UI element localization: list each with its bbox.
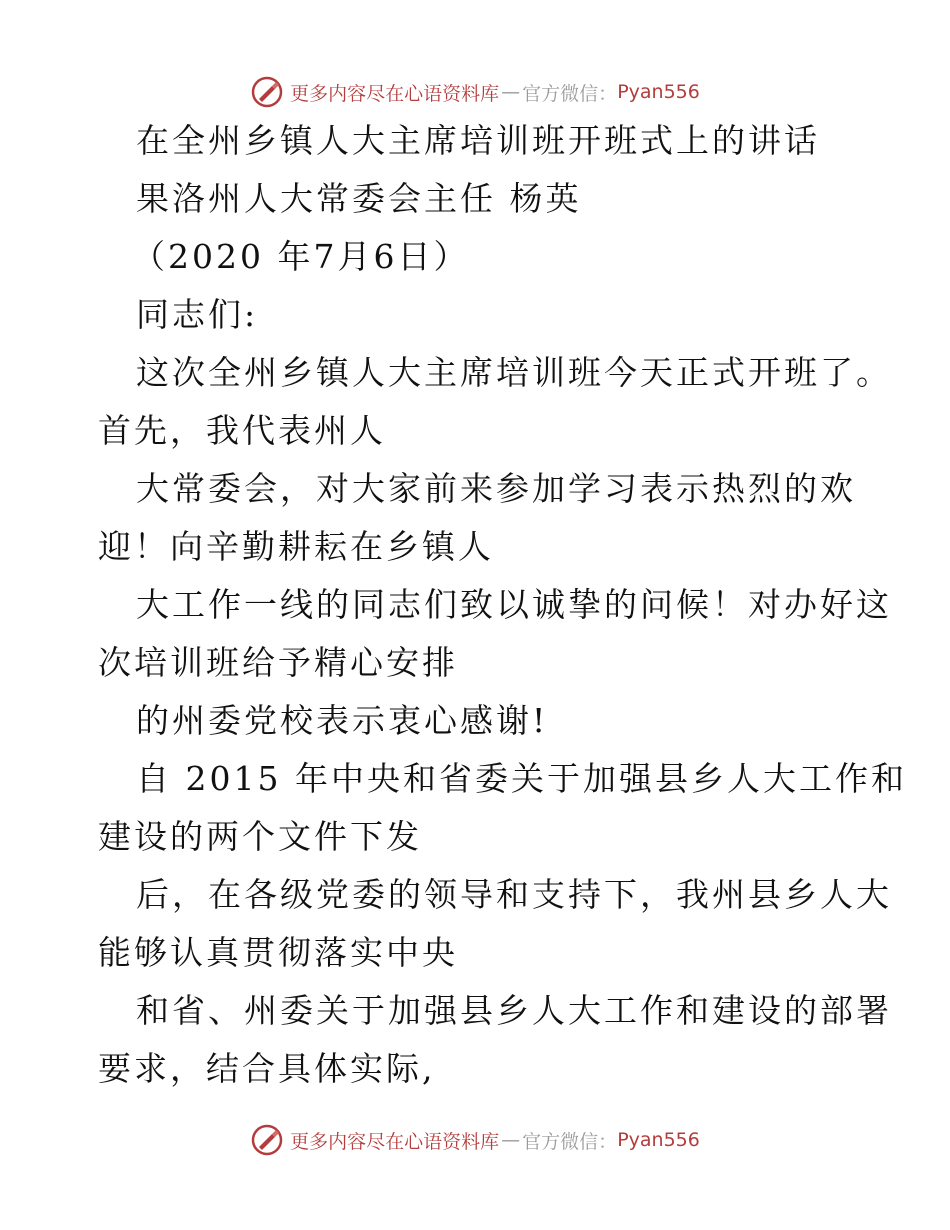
- text-line: 后，在各级党委的领导和支持下，我州县乡人大: [136, 875, 892, 914]
- document-date: （2020 年7月6日）: [132, 237, 470, 276]
- text-line: 的州委党校表示衷心感谢!: [136, 701, 549, 740]
- pen-logo-icon: [250, 75, 284, 109]
- watermark-header: [0, 72, 950, 112]
- document-title: 在全州乡镇人大主席培训班开班式上的讲话: [136, 121, 820, 160]
- text-line: 这次全州乡镇人大主席培训班今天正式开班了。: [136, 353, 892, 392]
- watermark-wechat-label: 官方微信：: [522, 1130, 618, 1153]
- watermark-wechat-id: Pyan556: [617, 81, 700, 103]
- document-body: [98, 121, 907, 1088]
- text-line: 大工作一线的同志们致以诚挚的问候！对办好这: [136, 585, 892, 624]
- text-line: 自 2015 年中央和省委关于加强县乡人大工作和: [136, 759, 907, 798]
- text-line: 和省、州委关于加强县乡人大工作和建设的部署: [136, 991, 892, 1030]
- watermark-separator: —: [501, 81, 521, 103]
- pen-logo-icon: [250, 1123, 284, 1157]
- text-line: 能够认真贯彻落实中央: [98, 933, 458, 972]
- watermark-site: 更多内容尽在心语资料库: [290, 82, 500, 105]
- document-author: 果洛州人大常委会主任 杨英: [136, 179, 582, 218]
- text-line: 要求，结合具体实际,: [98, 1049, 436, 1088]
- salutation: 同志们:: [136, 295, 259, 334]
- watermark-separator: —: [501, 1129, 521, 1151]
- text-line: 迎！向辛勤耕耘在乡镇人: [98, 527, 494, 566]
- text-line: 建设的两个文件下发: [98, 817, 422, 856]
- text-line: 次培训班给予精心安排: [98, 643, 458, 682]
- watermark-site: 更多内容尽在心语资料库: [290, 1130, 500, 1153]
- watermark-wechat-id: Pyan556: [617, 1129, 700, 1151]
- text-line: 大常委会，对大家前来参加学习表示热烈的欢: [136, 469, 856, 508]
- watermark-footer: [0, 1120, 950, 1160]
- text-line: 首先，我代表州人: [98, 411, 386, 450]
- watermark-wechat-label: 官方微信：: [522, 82, 618, 105]
